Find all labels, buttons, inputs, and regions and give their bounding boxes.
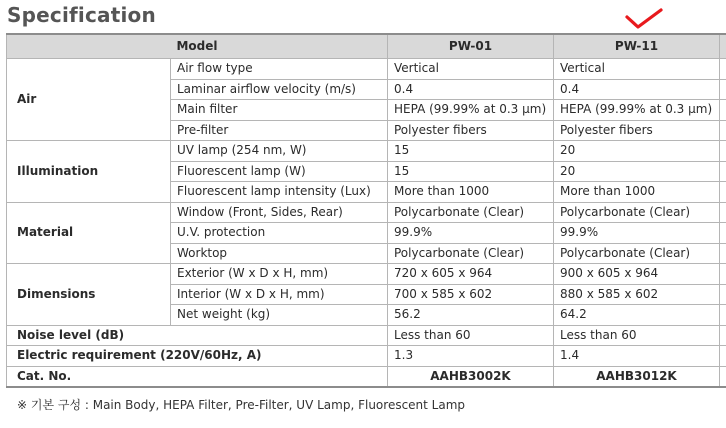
table-header-row xyxy=(7,34,726,59)
row-value-pw-11: Polycarbonate (Clear) xyxy=(554,202,720,223)
row-label-noise-level: Noise level (dB) xyxy=(7,325,388,346)
cat-no-pw-01: AAHB3002K xyxy=(388,366,554,387)
overflow-cell xyxy=(720,325,726,346)
header-overflow xyxy=(720,34,726,59)
row-item: Window (Front, Sides, Rear) xyxy=(171,202,388,223)
row-value-pw-01: 0.4 xyxy=(388,79,554,100)
header-pw-11: PW-11 xyxy=(554,34,720,59)
row-value-pw-11: 20 xyxy=(554,161,720,182)
row-item: U.V. protection xyxy=(171,223,388,244)
overflow-cell xyxy=(720,366,726,387)
overflow-cell xyxy=(720,243,726,264)
row-value-pw-11: Polycarbonate (Clear) xyxy=(554,243,720,264)
header-pw-01: PW-01 xyxy=(388,34,554,59)
row-value-pw-11: 64.2 xyxy=(554,305,720,326)
row-value-pw-01: Vertical xyxy=(388,59,554,80)
group-label-dimensions: Dimensions xyxy=(7,264,171,326)
header-model: Model xyxy=(7,34,388,59)
overflow-cell xyxy=(720,284,726,305)
row-label-cat-no: Cat. No. xyxy=(7,366,388,387)
row-label-electric-requirement: Electric requirement (220V/60Hz, A) xyxy=(7,346,388,367)
row-item: Laminar airflow velocity (m/s) xyxy=(171,79,388,100)
row-value-pw-11: Less than 60 xyxy=(554,325,720,346)
row-value-pw-11: 20 xyxy=(554,141,720,162)
row-value-pw-11: HEPA (99.99% at 0.3 μm) xyxy=(554,100,720,121)
overflow-cell xyxy=(720,59,726,80)
checkmark-icon xyxy=(624,8,664,30)
row-value-pw-01: 56.2 xyxy=(388,305,554,326)
overflow-cell xyxy=(720,182,726,203)
table-row xyxy=(7,59,726,80)
overflow-cell xyxy=(720,264,726,285)
group-label-material: Material xyxy=(7,202,171,264)
overflow-cell xyxy=(720,161,726,182)
row-value-pw-01: Less than 60 xyxy=(388,325,554,346)
group-label-air: Air xyxy=(7,59,171,141)
row-value-pw-11: 99.9% xyxy=(554,223,720,244)
row-value-pw-01: 15 xyxy=(388,161,554,182)
row-value-pw-01: 99.9% xyxy=(388,223,554,244)
table-row xyxy=(7,346,726,367)
overflow-cell xyxy=(720,305,726,326)
row-item: Air flow type xyxy=(171,59,388,80)
row-item: UV lamp (254 nm, W) xyxy=(171,141,388,162)
row-value-pw-11: 900 x 605 x 964 xyxy=(554,264,720,285)
row-value-pw-01: Polycarbonate (Clear) xyxy=(388,243,554,264)
specification-table xyxy=(6,33,726,388)
overflow-cell xyxy=(720,79,726,100)
row-value-pw-01: 720 x 605 x 964 xyxy=(388,264,554,285)
overflow-cell xyxy=(720,100,726,121)
table-row xyxy=(7,366,726,387)
row-item: Pre-filter xyxy=(171,120,388,141)
row-value-pw-11: Vertical xyxy=(554,59,720,80)
row-item: Fluorescent lamp intensity (Lux) xyxy=(171,182,388,203)
row-value-pw-11: 0.4 xyxy=(554,79,720,100)
row-item: Fluorescent lamp (W) xyxy=(171,161,388,182)
footnote: ※ 기본 구성 : Main Body, HEPA Filter, Pre-Filter, UV Lamp, Fluorescent Lamp xyxy=(17,398,466,412)
page-title: Specification xyxy=(7,3,156,27)
row-value-pw-01: Polycarbonate (Clear) xyxy=(388,202,554,223)
row-value-pw-01: HEPA (99.99% at 0.3 μm) xyxy=(388,100,554,121)
cat-no-pw-11: AAHB3012K xyxy=(554,366,720,387)
row-value-pw-11: 1.4 xyxy=(554,346,720,367)
group-label-illumination: Illumination xyxy=(7,141,171,203)
row-item: Worktop xyxy=(171,243,388,264)
table-row xyxy=(7,141,726,162)
table-row xyxy=(7,202,726,223)
overflow-cell xyxy=(720,346,726,367)
overflow-cell xyxy=(720,120,726,141)
row-value-pw-01: More than 1000 xyxy=(388,182,554,203)
table-row xyxy=(7,325,726,346)
row-value-pw-01: 700 x 585 x 602 xyxy=(388,284,554,305)
row-item: Exterior (W x D x H, mm) xyxy=(171,264,388,285)
overflow-cell xyxy=(720,223,726,244)
row-value-pw-11: Polyester fibers xyxy=(554,120,720,141)
row-item: Main filter xyxy=(171,100,388,121)
row-value-pw-11: More than 1000 xyxy=(554,182,720,203)
overflow-cell xyxy=(720,141,726,162)
row-value-pw-11: 880 x 585 x 602 xyxy=(554,284,720,305)
row-value-pw-01: Polyester fibers xyxy=(388,120,554,141)
table-row xyxy=(7,264,726,285)
row-value-pw-01: 1.3 xyxy=(388,346,554,367)
row-value-pw-01: 15 xyxy=(388,141,554,162)
row-item: Net weight (kg) xyxy=(171,305,388,326)
overflow-cell xyxy=(720,202,726,223)
row-item: Interior (W x D x H, mm) xyxy=(171,284,388,305)
